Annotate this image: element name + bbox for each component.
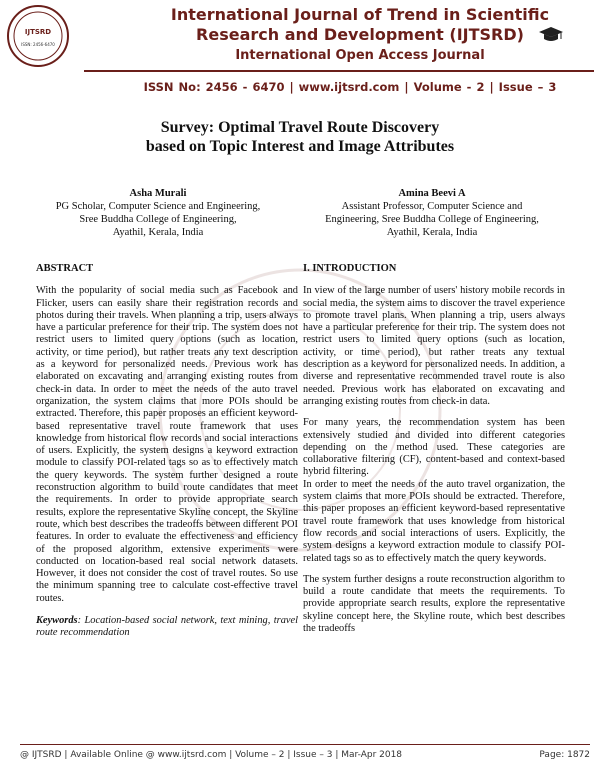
intro-paragraph-4: The system further designs a route reconstruction algorithm to build a route candidate that meets the requirements. To provide appropriate search results, explore the representative skyline concept here, the Skyline route, which best describes the tradeoffs (303, 573, 565, 635)
author-block-1 (38, 187, 278, 239)
keywords-text: : Location-based social network, text mining, travel route recommendation (36, 615, 298, 639)
introduction-section (303, 263, 565, 644)
journal-title (150, 5, 570, 45)
journal-title-line2: Research and Development (IJTSRD) (196, 25, 524, 44)
footer-citation: @ IJTSRD | Available Online @ www.ijtsrd.com | Volume – 2 | Issue – 3 | Mar-Apr 2018 (20, 750, 403, 760)
paper-title-line1: Survey: Optimal Travel Route Discovery (160, 119, 440, 136)
paper-title-line2: based on Topic Interest and Image Attributes (145, 138, 455, 155)
paper-title (40, 118, 560, 156)
keywords (36, 615, 298, 640)
author-name: Asha Murali (129, 188, 187, 199)
author-affiliation-line: Ayathil, Kerala, India (112, 227, 204, 238)
abstract-section (36, 263, 298, 640)
page-footer (20, 750, 590, 760)
intro-paragraph-3: In order to meet the needs of the auto travel organization, the system claims that more POIs should be extracted. Therefore, this paper proposes an efficient keyword-based representative travel route framework that uses knowledge from historical flow records and social interactions of users. Explicitly, the system designs a keyword extraction module to classify POI-related tags so as to effectively match the query keywords. (303, 478, 565, 564)
graduation-cap-icon (538, 26, 564, 49)
issn-line: ISSN No: 2456 - 6470 | www.ijtsrd.com | Volume - 2 | Issue – 3 (143, 80, 557, 94)
journal-subtitle: International Open Access Journal (235, 48, 485, 63)
keywords-label: Keywords (36, 615, 78, 627)
logo-issn: ISSN: 2456-6470 (21, 42, 55, 47)
author-name: Amina Beevi A (398, 188, 466, 199)
page-number: Page: 1872 (539, 750, 590, 760)
author-affiliation-line: Engineering, Sree Buddha College of Engineering, (325, 214, 539, 225)
author-affiliation-line: Assistant Professor, Computer Science and (341, 201, 523, 212)
author-affiliation-line: PG Scholar, Computer Science and Engineering, (55, 201, 261, 212)
author-affiliation-line: Ayathil, Kerala, India (386, 227, 478, 238)
author-affiliation-line: Sree Buddha College of Engineering, (79, 214, 237, 225)
introduction-heading: I. INTRODUCTION (303, 263, 397, 274)
intro-paragraph-1: In view of the large number of users' history mobile records in social media, the system aims to discover the travel experience to promote travel plans. When planning a trip, users always have a particular preference for their trip. The system does not restrict users to limited query options (such as location, activity, or time period), but rather treats any textual description as a keyword for personalized needs. In addition, a diverse and representative recommended travel route is also needed. Previous work has elaborated on excavating and arranging existing routes from check-in data. (303, 285, 565, 407)
logo-code: IJTSRD (24, 28, 52, 36)
author-block-2 (312, 187, 552, 239)
header-divider (84, 70, 594, 72)
abstract-text: With the popularity of social media such as Facebook and Flicker, users can easily share their registration records and photos during their travels. When planning a trip, users always have a particular preference for their trip. The system does not restrict users to limited query options (such as location, activity, or time period), but rather treats any text description as a keyword for personalized needs. Previous work has elaborated on excavating and arranging existing routes from check-in data. In order to meet the needs of the auto travel organization, the system claims that more POIs should be extracted. Therefore, this paper proposes an efficient keyword-based representative travel route framework that uses knowledge from historical flow records and social interactions of users. Explicitly, the system designs a keyword extraction module to classify POI-related tags so as to effectively match the query keywords. The system further designed a route reconstruction algorithm to build route candidates that meet the requirements. In order to provide appropriate search results, explore the representative Skyline concept, the Skyline route, which best describes the tradeoffs between different POI features. In order to evaluate the effectiveness and efficiency of the proposed algorithm, extensive experiments were conducted on location-based real social network datasets. However, it does not consider the cost of travel routes. So use the minimum spanning tree to calculate cost-effective travel routes. (36, 285, 298, 604)
abstract-heading: ABSTRACT (36, 263, 94, 274)
journal-logo (6, 4, 70, 68)
intro-paragraph-2: For many years, the recommendation system has been extensively studied and divided into different categories depending on the method used. These categories are collaborative filtering (CF), content-based and context-based hybrid filtering. (303, 417, 565, 478)
footer-divider (20, 744, 590, 745)
journal-title-line1: International Journal of Trend in Scientific (170, 5, 550, 24)
